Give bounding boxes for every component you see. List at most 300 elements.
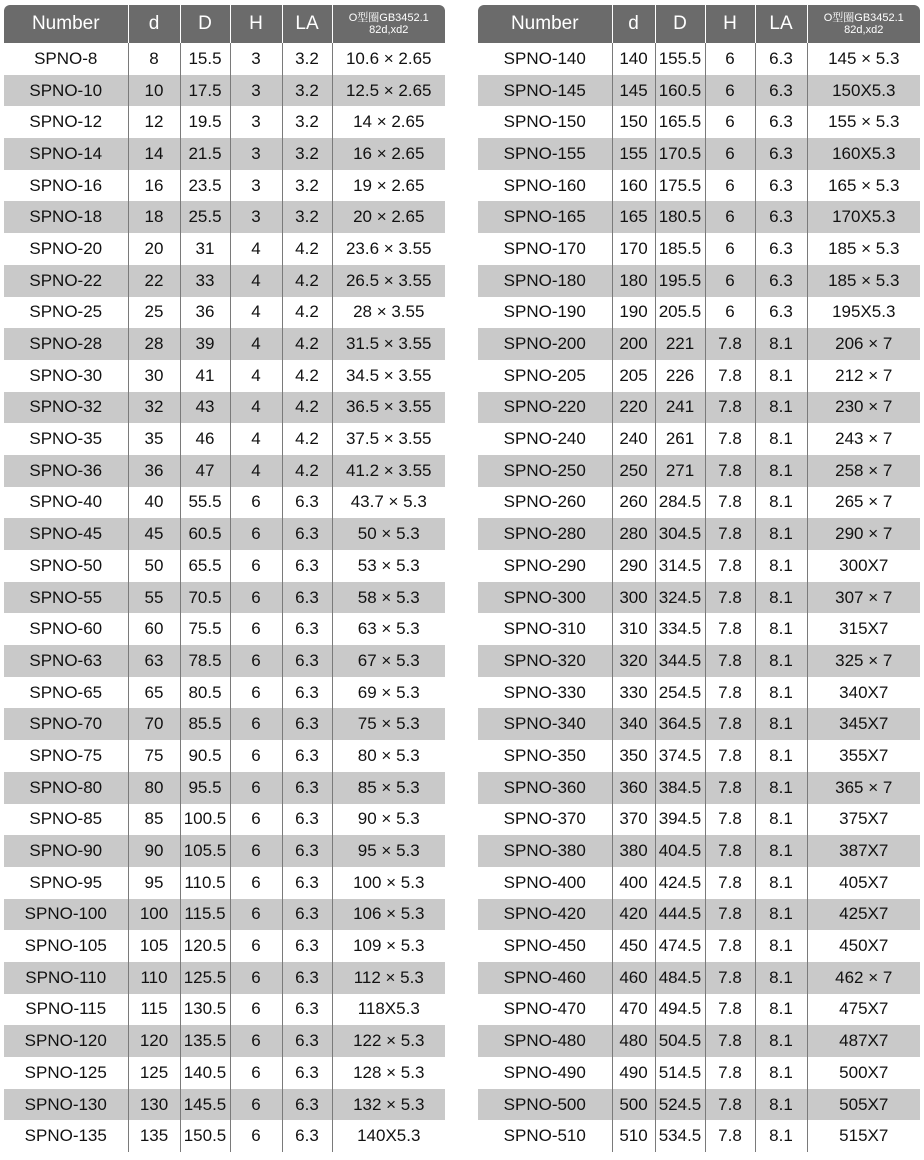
table-row	[478, 708, 920, 740]
cell-d-inner: 105	[128, 930, 180, 962]
table-row	[4, 170, 445, 202]
cell-oring-size: 85 × 5.3	[332, 772, 445, 804]
col-header-d-outer: D	[180, 5, 230, 43]
cell-oring-size: 128 × 5.3	[332, 1057, 445, 1089]
cell-h: 7.8	[705, 455, 755, 487]
cell-la: 6.3	[282, 518, 332, 550]
cell-number: SPNO-25	[4, 297, 128, 329]
cell-d-outer: 241	[655, 392, 705, 424]
cell-la: 8.1	[755, 582, 807, 614]
cell-h: 7.8	[705, 328, 755, 360]
table-row	[478, 962, 920, 994]
cell-number: SPNO-80	[4, 772, 128, 804]
table-row	[4, 930, 445, 962]
cell-number: SPNO-150	[478, 106, 612, 138]
cell-number: SPNO-400	[478, 867, 612, 899]
cell-number: SPNO-380	[478, 835, 612, 867]
table-row	[4, 867, 445, 899]
cell-d-outer: 110.5	[180, 867, 230, 899]
cell-d-inner: 135	[128, 1120, 180, 1152]
cell-la: 8.1	[755, 962, 807, 994]
cell-oring-size: 340X7	[807, 677, 920, 709]
cell-h: 6	[230, 835, 282, 867]
table-row	[4, 360, 445, 392]
cell-h: 4	[230, 265, 282, 297]
cell-h: 4	[230, 328, 282, 360]
cell-d-outer: 474.5	[655, 930, 705, 962]
header-row	[4, 5, 445, 43]
cell-la: 8.1	[755, 645, 807, 677]
cell-d-outer: 120.5	[180, 930, 230, 962]
cell-number: SPNO-330	[478, 677, 612, 709]
cell-number: SPNO-420	[478, 899, 612, 931]
cell-d-inner: 330	[612, 677, 655, 709]
cell-la: 4.2	[282, 455, 332, 487]
cell-number: SPNO-160	[478, 170, 612, 202]
table-row	[478, 613, 920, 645]
cell-la: 6.3	[755, 265, 807, 297]
cell-h: 7.8	[705, 392, 755, 424]
cell-oring-size: 345X7	[807, 708, 920, 740]
cell-la: 8.1	[755, 994, 807, 1026]
table-row	[478, 328, 920, 360]
cell-d-inner: 180	[612, 265, 655, 297]
cell-h: 7.8	[705, 835, 755, 867]
cell-d-outer: 125.5	[180, 962, 230, 994]
cell-number: SPNO-60	[4, 613, 128, 645]
cell-d-inner: 140	[612, 43, 655, 75]
cell-d-outer: 254.5	[655, 677, 705, 709]
cell-la: 8.1	[755, 804, 807, 836]
cell-number: SPNO-510	[478, 1120, 612, 1152]
cell-la: 4.2	[282, 423, 332, 455]
cell-oring-size: 20 × 2.65	[332, 201, 445, 233]
cell-number: SPNO-63	[4, 645, 128, 677]
cell-h: 7.8	[705, 550, 755, 582]
cell-h: 3	[230, 75, 282, 107]
table-row	[478, 138, 920, 170]
table-row	[478, 550, 920, 582]
cell-la: 6.3	[282, 1057, 332, 1089]
table-row	[4, 740, 445, 772]
cell-h: 7.8	[705, 930, 755, 962]
cell-oring-size: 67 × 5.3	[332, 645, 445, 677]
cell-d-inner: 36	[128, 455, 180, 487]
table-row	[478, 1120, 920, 1152]
cell-la: 8.1	[755, 423, 807, 455]
cell-h: 7.8	[705, 740, 755, 772]
table-row	[4, 899, 445, 931]
cell-number: SPNO-260	[478, 487, 612, 519]
cell-d-outer: 85.5	[180, 708, 230, 740]
table-row	[478, 582, 920, 614]
cell-number: SPNO-14	[4, 138, 128, 170]
cell-la: 6.3	[755, 233, 807, 265]
cell-d-inner: 130	[128, 1089, 180, 1121]
cell-h: 6	[705, 201, 755, 233]
table-row	[478, 994, 920, 1026]
cell-oring-size: 307 × 7	[807, 582, 920, 614]
cell-la: 8.1	[755, 392, 807, 424]
cell-number: SPNO-22	[4, 265, 128, 297]
cell-la: 8.1	[755, 740, 807, 772]
cell-d-outer: 504.5	[655, 1025, 705, 1057]
cell-d-inner: 490	[612, 1057, 655, 1089]
cell-oring-size: 112 × 5.3	[332, 962, 445, 994]
cell-d-inner: 340	[612, 708, 655, 740]
cell-la: 4.2	[282, 233, 332, 265]
cell-d-inner: 320	[612, 645, 655, 677]
cell-h: 6	[230, 930, 282, 962]
cell-h: 6	[230, 613, 282, 645]
cell-oring-size: 34.5 × 3.55	[332, 360, 445, 392]
table-row	[478, 360, 920, 392]
cell-oring-size: 140X5.3	[332, 1120, 445, 1152]
cell-oring-size: 16 × 2.65	[332, 138, 445, 170]
cell-la: 6.3	[282, 994, 332, 1026]
cell-d-inner: 25	[128, 297, 180, 329]
table-row	[4, 708, 445, 740]
cell-h: 4	[230, 423, 282, 455]
table-row	[4, 392, 445, 424]
cell-la: 6.3	[282, 677, 332, 709]
cell-oring-size: 265 × 7	[807, 487, 920, 519]
cell-oring-size: 212 × 7	[807, 360, 920, 392]
cell-la: 8.1	[755, 518, 807, 550]
cell-d-inner: 20	[128, 233, 180, 265]
cell-d-outer: 150.5	[180, 1120, 230, 1152]
cell-number: SPNO-370	[478, 804, 612, 836]
cell-h: 3	[230, 106, 282, 138]
cell-d-outer: 484.5	[655, 962, 705, 994]
oring-header-line2: 82d,xd2	[844, 24, 884, 36]
cell-h: 7.8	[705, 867, 755, 899]
cell-h: 6	[230, 645, 282, 677]
table-row	[478, 677, 920, 709]
cell-d-outer: 226	[655, 360, 705, 392]
table-row	[478, 867, 920, 899]
table-row	[4, 138, 445, 170]
cell-oring-size: 325 × 7	[807, 645, 920, 677]
cell-h: 3	[230, 170, 282, 202]
cell-h: 6	[230, 708, 282, 740]
table-row	[4, 582, 445, 614]
cell-number: SPNO-200	[478, 328, 612, 360]
cell-d-inner: 205	[612, 360, 655, 392]
cell-d-outer: 75.5	[180, 613, 230, 645]
cell-number: SPNO-250	[478, 455, 612, 487]
cell-number: SPNO-28	[4, 328, 128, 360]
cell-d-outer: 90.5	[180, 740, 230, 772]
cell-d-inner: 400	[612, 867, 655, 899]
cell-oring-size: 118X5.3	[332, 994, 445, 1026]
cell-number: SPNO-205	[478, 360, 612, 392]
cell-number: SPNO-130	[4, 1089, 128, 1121]
cell-d-inner: 500	[612, 1089, 655, 1121]
cell-oring-size: 14 × 2.65	[332, 106, 445, 138]
cell-d-outer: 115.5	[180, 899, 230, 931]
cell-h: 6	[705, 233, 755, 265]
cell-number: SPNO-70	[4, 708, 128, 740]
cell-la: 3.2	[282, 106, 332, 138]
cell-d-inner: 30	[128, 360, 180, 392]
cell-d-inner: 40	[128, 487, 180, 519]
cell-d-outer: 404.5	[655, 835, 705, 867]
cell-oring-size: 155 × 5.3	[807, 106, 920, 138]
cell-h: 6	[230, 1025, 282, 1057]
cell-oring-size: 425X7	[807, 899, 920, 931]
table-row	[4, 804, 445, 836]
cell-oring-size: 132 × 5.3	[332, 1089, 445, 1121]
cell-d-outer: 344.5	[655, 645, 705, 677]
cell-la: 8.1	[755, 613, 807, 645]
cell-d-outer: 19.5	[180, 106, 230, 138]
cell-number: SPNO-300	[478, 582, 612, 614]
cell-oring-size: 75 × 5.3	[332, 708, 445, 740]
cell-number: SPNO-65	[4, 677, 128, 709]
cell-d-inner: 200	[612, 328, 655, 360]
cell-number: SPNO-105	[4, 930, 128, 962]
cell-d-inner: 260	[612, 487, 655, 519]
cell-la: 6.3	[755, 43, 807, 75]
cell-la: 3.2	[282, 201, 332, 233]
cell-d-outer: 324.5	[655, 582, 705, 614]
cell-h: 6	[230, 550, 282, 582]
cell-d-inner: 240	[612, 423, 655, 455]
cell-oring-size: 450X7	[807, 930, 920, 962]
table-row	[478, 201, 920, 233]
cell-oring-size: 122 × 5.3	[332, 1025, 445, 1057]
cell-la: 6.3	[282, 613, 332, 645]
table-row	[478, 1057, 920, 1089]
table-row	[4, 43, 445, 75]
cell-d-inner: 45	[128, 518, 180, 550]
cell-h: 6	[230, 867, 282, 899]
cell-d-outer: 21.5	[180, 138, 230, 170]
cell-number: SPNO-45	[4, 518, 128, 550]
cell-d-outer: 185.5	[655, 233, 705, 265]
cell-oring-size: 505X7	[807, 1089, 920, 1121]
cell-la: 6.3	[282, 930, 332, 962]
col-header-oring	[332, 5, 445, 43]
cell-number: SPNO-140	[478, 43, 612, 75]
cell-la: 8.1	[755, 899, 807, 931]
table-row	[478, 518, 920, 550]
cell-la: 4.2	[282, 297, 332, 329]
cell-oring-size: 290 × 7	[807, 518, 920, 550]
cell-d-inner: 300	[612, 582, 655, 614]
cell-oring-size: 230 × 7	[807, 392, 920, 424]
cell-la: 3.2	[282, 43, 332, 75]
cell-d-outer: 55.5	[180, 487, 230, 519]
table-row	[4, 487, 445, 519]
cell-d-inner: 160	[612, 170, 655, 202]
cell-d-inner: 145	[612, 75, 655, 107]
cell-d-outer: 304.5	[655, 518, 705, 550]
cell-h: 4	[230, 233, 282, 265]
cell-number: SPNO-90	[4, 835, 128, 867]
cell-number: SPNO-35	[4, 423, 128, 455]
table-row	[4, 106, 445, 138]
cell-oring-size: 69 × 5.3	[332, 677, 445, 709]
cell-number: SPNO-18	[4, 201, 128, 233]
cell-d-outer: 105.5	[180, 835, 230, 867]
cell-d-outer: 314.5	[655, 550, 705, 582]
table-row	[478, 930, 920, 962]
cell-d-outer: 165.5	[655, 106, 705, 138]
cell-d-inner: 150	[612, 106, 655, 138]
cell-number: SPNO-32	[4, 392, 128, 424]
cell-h: 6	[230, 1089, 282, 1121]
cell-d-outer: 15.5	[180, 43, 230, 75]
right-size-table	[478, 5, 920, 1152]
table-row	[478, 487, 920, 519]
cell-h: 3	[230, 201, 282, 233]
table-row	[478, 392, 920, 424]
cell-d-outer: 36	[180, 297, 230, 329]
table-row	[478, 43, 920, 75]
cell-number: SPNO-190	[478, 297, 612, 329]
cell-h: 6	[705, 297, 755, 329]
cell-h: 7.8	[705, 645, 755, 677]
cell-la: 6.3	[755, 201, 807, 233]
table-row	[478, 1025, 920, 1057]
cell-d-outer: 78.5	[180, 645, 230, 677]
cell-la: 8.1	[755, 772, 807, 804]
cell-d-inner: 370	[612, 804, 655, 836]
cell-la: 4.2	[282, 392, 332, 424]
cell-oring-size: 28 × 3.55	[332, 297, 445, 329]
cell-h: 3	[230, 43, 282, 75]
cell-number: SPNO-40	[4, 487, 128, 519]
cell-number: SPNO-100	[4, 899, 128, 931]
cell-oring-size: 487X7	[807, 1025, 920, 1057]
cell-oring-size: 462 × 7	[807, 962, 920, 994]
cell-oring-size: 300X7	[807, 550, 920, 582]
header-row	[478, 5, 920, 43]
cell-d-outer: 100.5	[180, 804, 230, 836]
cell-la: 8.1	[755, 1057, 807, 1089]
cell-d-outer: 170.5	[655, 138, 705, 170]
cell-oring-size: 387X7	[807, 835, 920, 867]
cell-h: 6	[705, 138, 755, 170]
cell-h: 6	[230, 740, 282, 772]
cell-number: SPNO-280	[478, 518, 612, 550]
cell-d-inner: 460	[612, 962, 655, 994]
cell-d-inner: 10	[128, 75, 180, 107]
cell-la: 8.1	[755, 835, 807, 867]
cell-la: 6.3	[755, 170, 807, 202]
table-row	[4, 677, 445, 709]
cell-number: SPNO-110	[4, 962, 128, 994]
cell-d-outer: 374.5	[655, 740, 705, 772]
table-row	[4, 1025, 445, 1057]
cell-la: 6.3	[282, 1025, 332, 1057]
cell-d-inner: 450	[612, 930, 655, 962]
col-header-h: H	[230, 5, 282, 43]
cell-la: 6.3	[282, 962, 332, 994]
cell-d-outer: 17.5	[180, 75, 230, 107]
cell-oring-size: 185 × 5.3	[807, 265, 920, 297]
cell-la: 6.3	[282, 740, 332, 772]
table-row	[478, 772, 920, 804]
cell-oring-size: 95 × 5.3	[332, 835, 445, 867]
cell-d-inner: 70	[128, 708, 180, 740]
cell-d-inner: 85	[128, 804, 180, 836]
cell-h: 7.8	[705, 1057, 755, 1089]
cell-number: SPNO-125	[4, 1057, 128, 1089]
cell-oring-size: 355X7	[807, 740, 920, 772]
cell-number: SPNO-115	[4, 994, 128, 1026]
cell-h: 6	[230, 1057, 282, 1089]
cell-number: SPNO-145	[478, 75, 612, 107]
cell-h: 4	[230, 392, 282, 424]
table-row	[4, 201, 445, 233]
cell-number: SPNO-95	[4, 867, 128, 899]
cell-h: 3	[230, 138, 282, 170]
cell-number: SPNO-85	[4, 804, 128, 836]
table-row	[4, 518, 445, 550]
cell-h: 4	[230, 455, 282, 487]
cell-d-inner: 190	[612, 297, 655, 329]
cell-d-outer: 180.5	[655, 201, 705, 233]
cell-d-inner: 75	[128, 740, 180, 772]
cell-la: 8.1	[755, 930, 807, 962]
cell-la: 4.2	[282, 360, 332, 392]
cell-number: SPNO-290	[478, 550, 612, 582]
cell-la: 8.1	[755, 1025, 807, 1057]
table-row	[478, 1089, 920, 1121]
col-header-h: H	[705, 5, 755, 43]
cell-la: 4.2	[282, 328, 332, 360]
cell-la: 8.1	[755, 1089, 807, 1121]
cell-h: 7.8	[705, 613, 755, 645]
cell-d-outer: 140.5	[180, 1057, 230, 1089]
cell-h: 6	[705, 43, 755, 75]
cell-h: 6	[230, 994, 282, 1026]
cell-number: SPNO-450	[478, 930, 612, 962]
cell-d-outer: 221	[655, 328, 705, 360]
cell-oring-size: 50 × 5.3	[332, 518, 445, 550]
cell-d-outer: 80.5	[180, 677, 230, 709]
cell-d-inner: 50	[128, 550, 180, 582]
cell-la: 6.3	[755, 75, 807, 107]
cell-d-outer: 25.5	[180, 201, 230, 233]
cell-d-inner: 80	[128, 772, 180, 804]
cell-oring-size: 53 × 5.3	[332, 550, 445, 582]
col-header-number: Number	[478, 5, 612, 43]
col-header-d-outer: D	[655, 5, 705, 43]
table-row	[478, 645, 920, 677]
cell-d-outer: 95.5	[180, 772, 230, 804]
table-row	[478, 106, 920, 138]
cell-oring-size: 63 × 5.3	[332, 613, 445, 645]
table-row	[4, 233, 445, 265]
table-row	[4, 962, 445, 994]
cell-la: 6.3	[282, 582, 332, 614]
left-size-table	[4, 5, 445, 1152]
cell-d-outer: 384.5	[655, 772, 705, 804]
col-header-la: LA	[755, 5, 807, 43]
table-row	[4, 613, 445, 645]
cell-oring-size: 37.5 × 3.55	[332, 423, 445, 455]
cell-la: 8.1	[755, 487, 807, 519]
cell-oring-size: 405X7	[807, 867, 920, 899]
cell-number: SPNO-310	[478, 613, 612, 645]
table-row	[4, 75, 445, 107]
table-row	[4, 772, 445, 804]
cell-oring-size: 375X7	[807, 804, 920, 836]
